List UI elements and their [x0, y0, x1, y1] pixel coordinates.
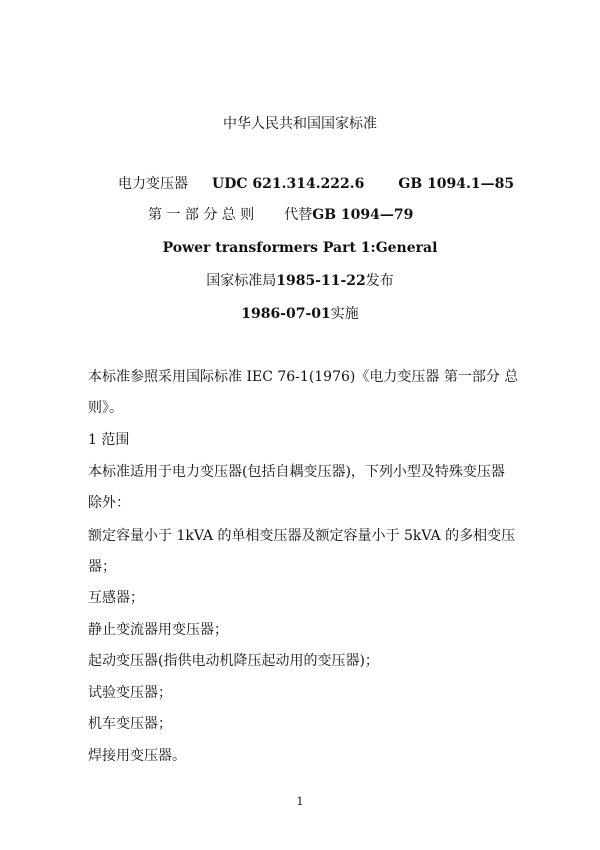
effective-suffix: 实施 [330, 306, 359, 322]
intro-line-2: 则》。 [88, 400, 123, 416]
replaces-prefix: 代替 [284, 207, 313, 223]
gb-code: GB 1094.1—85 [398, 176, 515, 192]
exclusion-item-5: 试验变压器； [88, 685, 172, 701]
exclusion-item-1-line-1: 额定容量小于 1kVA 的单相变压器及额定容量小于 5kVA 的多相变压 [88, 528, 516, 544]
issue-suffix: 发布 [365, 273, 394, 289]
exclusion-item-6: 机车变压器； [88, 716, 172, 732]
udc-code: UDC 621.314.222.6 [212, 176, 365, 192]
standard-identification-row [118, 174, 514, 194]
exclusion-item-4: 起动变压器(指供电动机降压起动用的变压器)； [88, 653, 379, 669]
standard-name: 电力变压器 [118, 176, 188, 192]
effective-row [0, 304, 600, 324]
issue-date: 1985-11-22 [276, 273, 366, 289]
english-title: Power transformers Part 1:General [162, 240, 438, 256]
scope-line-1: 本标准适用于电力变压器(包括自耦变压器)，下列小型及特殊变压器 [88, 464, 505, 480]
exclusion-item-3: 静止变流器用变压器； [88, 622, 228, 638]
part-label: 第 一 部 分 总 则 [148, 207, 255, 223]
exclusion-item-7: 焊接用变压器。 [88, 748, 186, 764]
issue-row [0, 271, 600, 291]
effective-date: 1986-07-01 [241, 306, 331, 322]
exclusion-item-2: 互感器； [88, 590, 144, 606]
part-row [148, 205, 413, 225]
intro-line-1: 本标准参照采用国际标准 IEC 76-1(1976)《电力变压器 第一部分 总 [88, 369, 519, 385]
section-1-heading: 1 范围 [88, 432, 130, 448]
national-standard-title: 中华人民共和国国家标准 [223, 116, 377, 132]
page-number: 1 [296, 795, 304, 808]
exclusion-item-1-line-2: 器； [88, 559, 116, 575]
issued-by: 国家标准局 [206, 273, 277, 289]
replaces-code: GB 1094—79 [312, 207, 414, 223]
scope-line-2: 除外： [88, 495, 130, 511]
